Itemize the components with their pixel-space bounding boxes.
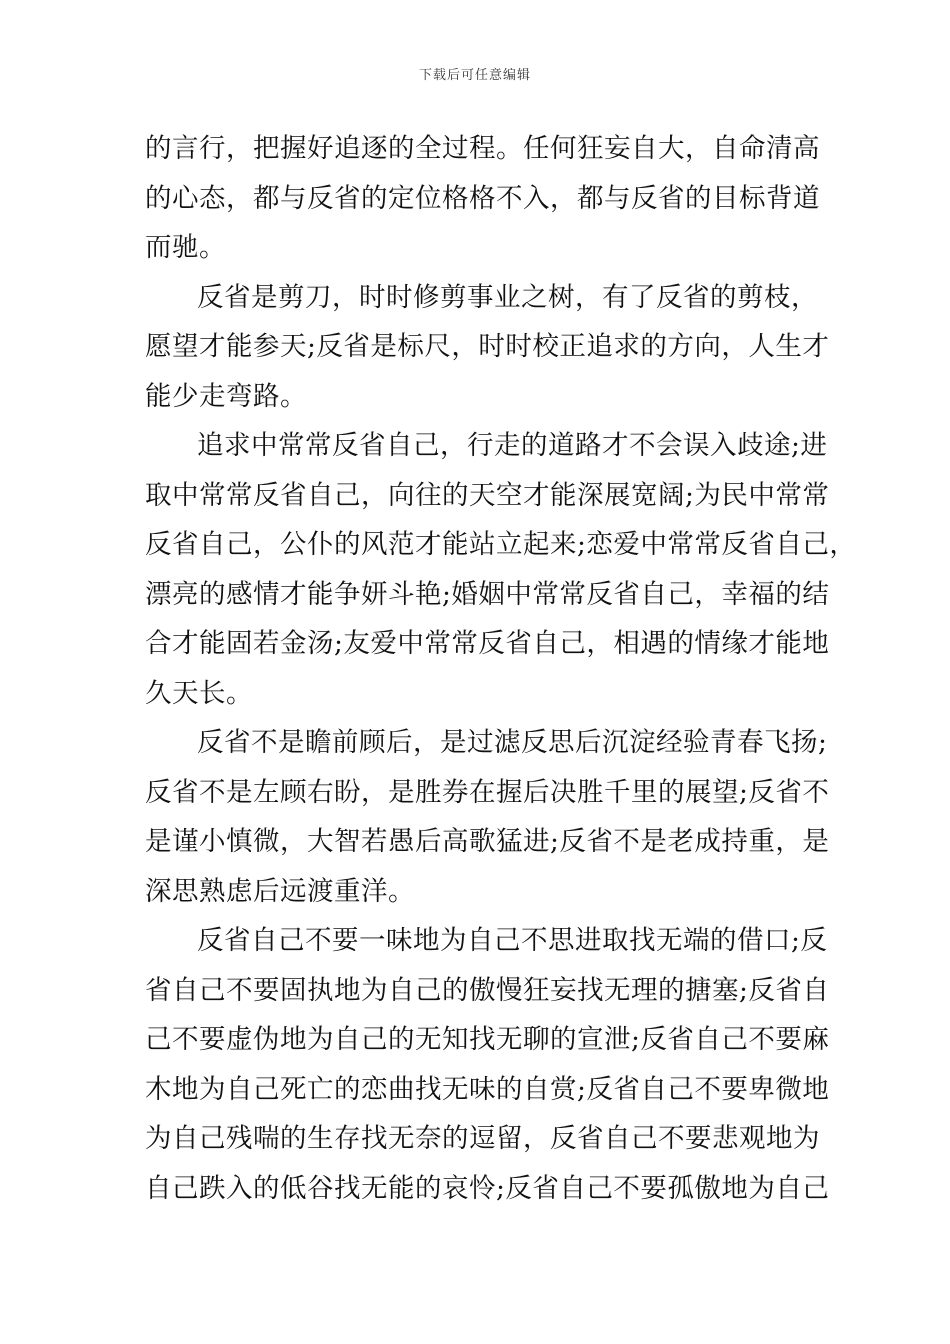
paragraph-4 xyxy=(145,718,830,916)
text-line: 深思熟虑后远渡重洋。 xyxy=(145,875,415,907)
text-line: 自己跌入的低谷找无能的哀怜;反省自己不要孤傲地为自己 xyxy=(145,1172,830,1204)
text-line: 的心态，都与反省的定位格格不入，都与反省的目标背道 xyxy=(145,182,820,214)
paragraph-1 xyxy=(145,124,820,273)
text-line: 漂亮的感情才能争妍斗艳;婚姻中常常反省自己，幸福的结 xyxy=(145,578,830,610)
text-line: 反省自己不要一味地为自己不思进取找无端的借口;反 xyxy=(197,925,828,956)
text-line: 反省是剪刀，时时修剪事业之树，有了反省的剪枝， xyxy=(197,281,818,313)
text-line: 为自己残喘的生存找无奈的逗留，反省自己不要悲观地为 xyxy=(145,1123,820,1154)
text-line: 省自己不要固执地为自己的傲慢狂妄找无理的搪塞;反省自 xyxy=(145,974,830,1006)
text-line: 久天长。 xyxy=(145,677,253,709)
text-line: 合才能固若金汤;友爱中常常反省自己，相遇的情缘才能地 xyxy=(145,628,830,659)
text-line: 反省不是瞻前顾后，是过滤反思后沉淀经验青春飞扬; xyxy=(197,727,828,758)
text-line: 愿望才能参天;反省是标尺，时时校正追求的方向，人生才 xyxy=(145,331,830,362)
text-line: 取中常常反省自己，向往的天空才能深展宽阔;为民中常常 xyxy=(145,479,830,511)
paragraph-5 xyxy=(145,916,830,1213)
paragraph-2 xyxy=(145,273,830,422)
text-line: 反省不是左顾右盼，是胜券在握后决胜千里的展望;反省不 xyxy=(145,776,830,808)
text-line: 的言行，把握好追逐的全过程。任何狂妄自大，自命清高 xyxy=(145,133,820,164)
text-line: 木地为自己死亡的恋曲找无味的自赏;反省自己不要卑微地 xyxy=(145,1073,830,1105)
text-line: 能少走弯路。 xyxy=(145,380,307,412)
text-line: 是谨小慎微，大智若愚后高歌猛进;反省不是老成持重，是 xyxy=(145,826,830,857)
text-line: 追求中常常反省自己，行走的道路才不会误入歧途;进 xyxy=(197,430,828,461)
body-text xyxy=(145,124,857,1213)
text-line: 反省自己，公仆的风范才能站立起来;恋爱中常常反省自己， xyxy=(145,529,857,560)
text-line: 己不要虚伪地为自己的无知找无聊的宣泄;反省自己不要麻 xyxy=(145,1024,830,1055)
text-line: 而驰。 xyxy=(145,232,226,263)
header-note: 下载后可任意编辑 xyxy=(418,68,531,83)
paragraph-3 xyxy=(145,421,857,718)
